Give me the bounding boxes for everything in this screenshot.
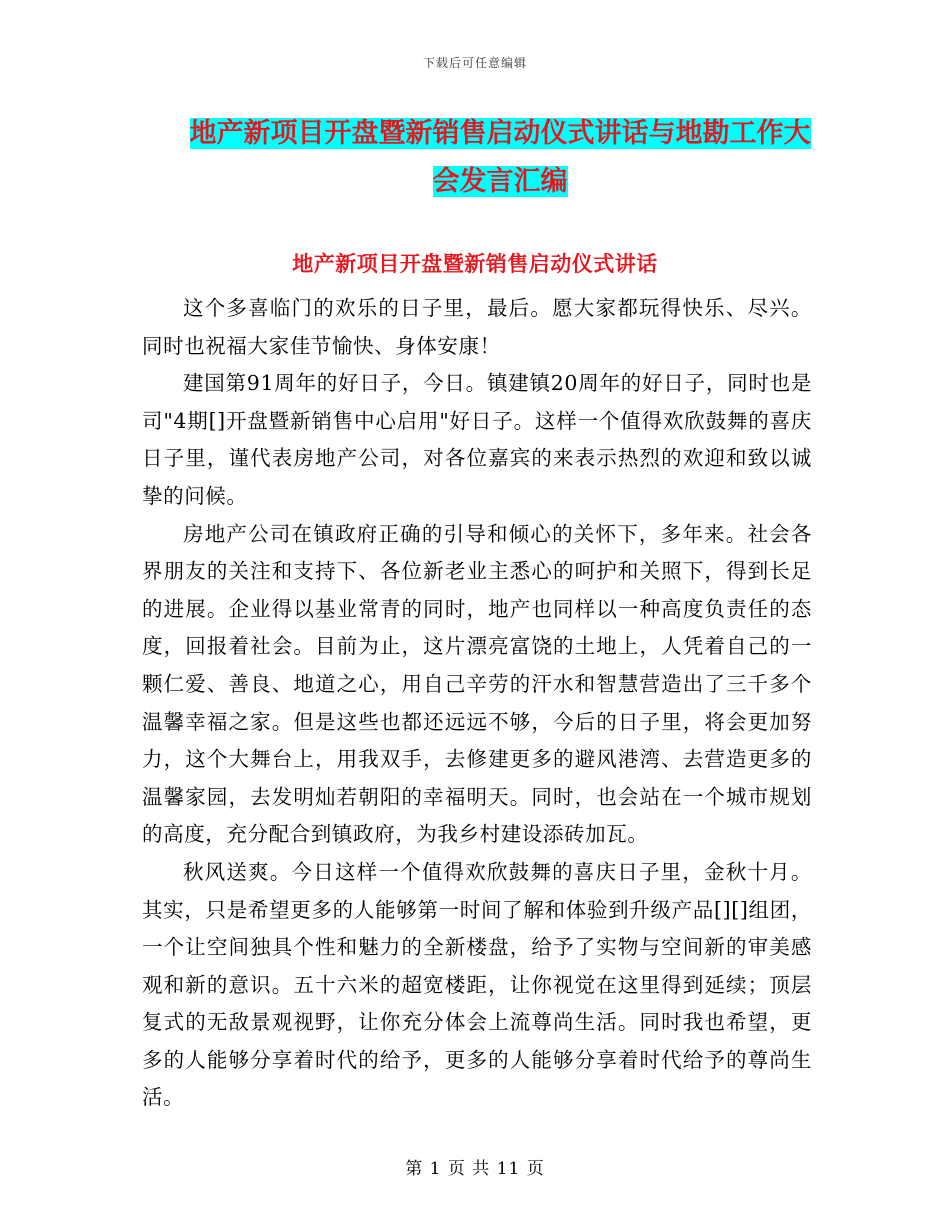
body-text <box>142 290 812 1117</box>
section-title: 地产新项目开盘暨新销售启动仪式讲话 <box>292 251 658 276</box>
document-title-line-1: 地产新项目开盘暨新销售启动仪式讲话与地勘工作大 <box>189 118 811 149</box>
paragraph: 这个多喜临门的欢乐的日子里，最后。愿大家都玩得快乐、尽兴。同时也祝福大家佳节愉快、身体安康！ <box>142 296 812 358</box>
paragraph: 建国第91周年的好日子，今日。镇建镇20周年的好日子，同时也是司"4期[]开盘暨新销售中心启用"好日子。这样一个值得欢欣鼓舞的喜庆日子里，谨代表房地产公司，对各位嘉宾的来表示热烈的欢迎和致以诚挚的问候。 <box>142 371 812 508</box>
header-note: 下载后可任意编辑 <box>422 56 527 70</box>
page-number-footer: 第 1 页 共 11 页 <box>405 1159 545 1179</box>
paragraph: 秋风送爽。今日这样一个值得欢欣鼓舞的喜庆日子里，金秋十月。其实，只是希望更多的人能够第一时间了解和体验到升级产品[][]组团，一个让空间独具个性和魅力的全新楼盘，给予了实物与空间新的审美感观和新的意识。五十六米的超宽楼距，让你视觉在这里得到延续；顶层复式的无敌景观视野，让你充分体会上流尊尚生活。同时我也希望，更多的人能够分享着时代的给予，更多的人能够分享着时代给予的尊尚生活。 <box>142 859 812 1110</box>
paragraph: 房地产公司在镇政府正确的引导和倾心的关怀下，多年来。社会各界朋友的关注和支持下、各位新老业主悉心的呵护和关照下，得到长足的进展。企业得以基业常青的同时，地产也同样以一种高度负责任的态度，回报着社会。目前为止，这片漂亮富饶的土地上，人凭着自己的一颗仁爱、善良、地道之心，用自己辛劳的汗水和智慧营造出了三千多个温馨幸福之家。但是这些也都还远远不够，今后的日子里，将会更加努力，这个大舞台上，用我双手，去修建更多的避风港湾、去营造更多的温馨家园，去发明灿若朝阳的幸福明天。同时，也会站在一个城市规划的高度，充分配合到镇政府，为我乡村建设添砖加瓦。 <box>142 521 812 847</box>
document-title-line-2: 会发言汇编 <box>432 166 568 197</box>
document-title <box>180 110 820 206</box>
